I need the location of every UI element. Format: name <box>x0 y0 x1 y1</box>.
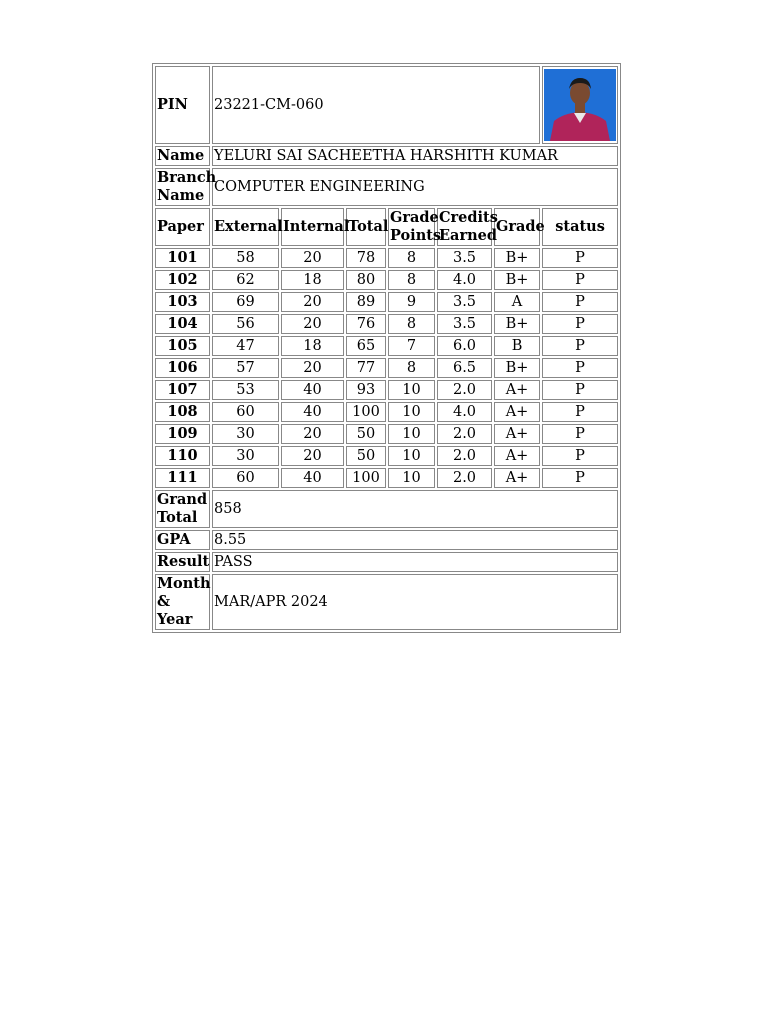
col-header-grade: Grade <box>494 208 540 246</box>
cell-credits: 3.5 <box>437 314 492 334</box>
cell-credits: 3.5 <box>437 292 492 312</box>
branch-label: Branch Name <box>157 169 217 204</box>
cell-credits: 2.0 <box>437 446 492 466</box>
col-header-internal: Internal <box>281 208 344 246</box>
cell-external: 58 <box>212 248 279 268</box>
cell-total: 50 <box>346 446 386 466</box>
table-row <box>155 424 618 444</box>
cell-paper: 102 <box>155 270 210 290</box>
cell-grade-points: 9 <box>388 292 435 312</box>
table-row <box>155 336 618 356</box>
cell-status: P <box>542 336 618 356</box>
branch-value: COMPUTER ENGINEERING <box>212 168 618 206</box>
cell-internal: 40 <box>281 468 344 488</box>
cell-grade: A+ <box>494 424 540 444</box>
result-value: PASS <box>212 552 618 572</box>
result-label: Result <box>157 553 210 570</box>
cell-internal: 20 <box>281 314 344 334</box>
gpa-value: 8.55 <box>212 530 618 550</box>
cell-grade: B+ <box>494 358 540 378</box>
cell-total: 93 <box>346 380 386 400</box>
cell-credits: 2.0 <box>437 468 492 488</box>
cell-grade: A+ <box>494 446 540 466</box>
cell-internal: 20 <box>281 446 344 466</box>
table-row <box>155 402 618 422</box>
cell-status: P <box>542 314 618 334</box>
cell-internal: 40 <box>281 402 344 422</box>
cell-internal: 20 <box>281 358 344 378</box>
cell-grade-points: 10 <box>388 446 435 466</box>
col-header-grade-points: Grade Points <box>390 209 442 244</box>
marks-table <box>152 63 621 633</box>
pin-label: PIN <box>155 66 210 144</box>
cell-grade: B+ <box>494 248 540 268</box>
table-row <box>155 358 618 378</box>
cell-status: P <box>542 358 618 378</box>
cell-grade-points: 8 <box>388 314 435 334</box>
cell-external: 60 <box>212 402 279 422</box>
cell-grade-points: 8 <box>388 358 435 378</box>
cell-grade-points: 10 <box>388 468 435 488</box>
cell-status: P <box>542 248 618 268</box>
cell-total: 89 <box>346 292 386 312</box>
cell-status: P <box>542 292 618 312</box>
pin-value: 23221-CM-060 <box>212 66 540 144</box>
cell-external: 69 <box>212 292 279 312</box>
name-row <box>155 146 618 166</box>
cell-external: 56 <box>212 314 279 334</box>
cell-status: P <box>542 380 618 400</box>
cell-paper: 108 <box>155 402 210 422</box>
cell-paper: 109 <box>155 424 210 444</box>
cell-credits: 6.0 <box>437 336 492 356</box>
cell-total: 50 <box>346 424 386 444</box>
cell-grade: A+ <box>494 402 540 422</box>
table-row <box>155 468 618 488</box>
branch-row <box>155 168 618 206</box>
cell-internal: 20 <box>281 248 344 268</box>
cell-grade: B <box>494 336 540 356</box>
cell-total: 76 <box>346 314 386 334</box>
gpa-label: GPA <box>155 530 210 550</box>
cell-grade: B+ <box>494 314 540 334</box>
cell-external: 47 <box>212 336 279 356</box>
grand-total-value: 858 <box>212 490 618 528</box>
table-row <box>155 446 618 466</box>
cell-internal: 18 <box>281 270 344 290</box>
cell-status: P <box>542 424 618 444</box>
table-row <box>155 270 618 290</box>
student-photo <box>544 69 616 141</box>
cell-grade-points: 8 <box>388 270 435 290</box>
col-header-external: External <box>212 208 279 246</box>
col-header-credits-earned: Credits Earned <box>439 209 498 244</box>
cell-grade-points: 7 <box>388 336 435 356</box>
cell-paper: 106 <box>155 358 210 378</box>
cell-credits: 2.0 <box>437 424 492 444</box>
table-row <box>155 314 618 334</box>
cell-status: P <box>542 446 618 466</box>
cell-paper: 105 <box>155 336 210 356</box>
photo-cell <box>542 66 618 144</box>
cell-external: 30 <box>212 424 279 444</box>
table-row <box>155 248 618 268</box>
cell-status: P <box>542 468 618 488</box>
cell-total: 65 <box>346 336 386 356</box>
cell-paper: 103 <box>155 292 210 312</box>
cell-grade-points: 10 <box>388 424 435 444</box>
cell-grade: A+ <box>494 468 540 488</box>
table-row <box>155 292 618 312</box>
cell-grade-points: 8 <box>388 248 435 268</box>
cell-credits: 2.0 <box>437 380 492 400</box>
cell-external: 62 <box>212 270 279 290</box>
result-row <box>155 552 618 572</box>
pin-row <box>155 66 618 144</box>
col-header-total: Total <box>346 208 386 246</box>
cell-grade: B+ <box>494 270 540 290</box>
cell-total: 100 <box>346 402 386 422</box>
cell-paper: 110 <box>155 446 210 466</box>
cell-internal: 40 <box>281 380 344 400</box>
cell-credits: 4.0 <box>437 402 492 422</box>
cell-grade-points: 10 <box>388 380 435 400</box>
month-year-label: Month & Year <box>157 575 211 628</box>
header-row <box>155 208 618 246</box>
gpa-row <box>155 530 618 550</box>
cell-internal: 20 <box>281 292 344 312</box>
col-header-paper: Paper <box>155 208 210 246</box>
cell-external: 53 <box>212 380 279 400</box>
cell-credits: 3.5 <box>437 248 492 268</box>
cell-total: 100 <box>346 468 386 488</box>
cell-credits: 4.0 <box>437 270 492 290</box>
cell-grade-points: 10 <box>388 402 435 422</box>
month-year-value: MAR/APR 2024 <box>212 574 618 630</box>
grand-total-row <box>155 490 618 528</box>
cell-paper: 101 <box>155 248 210 268</box>
cell-total: 78 <box>346 248 386 268</box>
cell-grade: A <box>494 292 540 312</box>
name-label: Name <box>155 146 210 166</box>
cell-paper: 111 <box>155 468 210 488</box>
cell-status: P <box>542 270 618 290</box>
cell-grade: A+ <box>494 380 540 400</box>
cell-paper: 104 <box>155 314 210 334</box>
table-row <box>155 380 618 400</box>
cell-credits: 6.5 <box>437 358 492 378</box>
cell-internal: 20 <box>281 424 344 444</box>
cell-external: 30 <box>212 446 279 466</box>
grand-total-label: Grand Total <box>155 490 210 528</box>
cell-total: 80 <box>346 270 386 290</box>
cell-external: 60 <box>212 468 279 488</box>
cell-paper: 107 <box>155 380 210 400</box>
month-year-row <box>155 574 618 630</box>
cell-total: 77 <box>346 358 386 378</box>
cell-status: P <box>542 402 618 422</box>
cell-internal: 18 <box>281 336 344 356</box>
name-value: YELURI SAI SACHEETHA HARSHITH KUMAR <box>212 146 618 166</box>
cell-external: 57 <box>212 358 279 378</box>
col-header-status: status <box>542 208 618 246</box>
